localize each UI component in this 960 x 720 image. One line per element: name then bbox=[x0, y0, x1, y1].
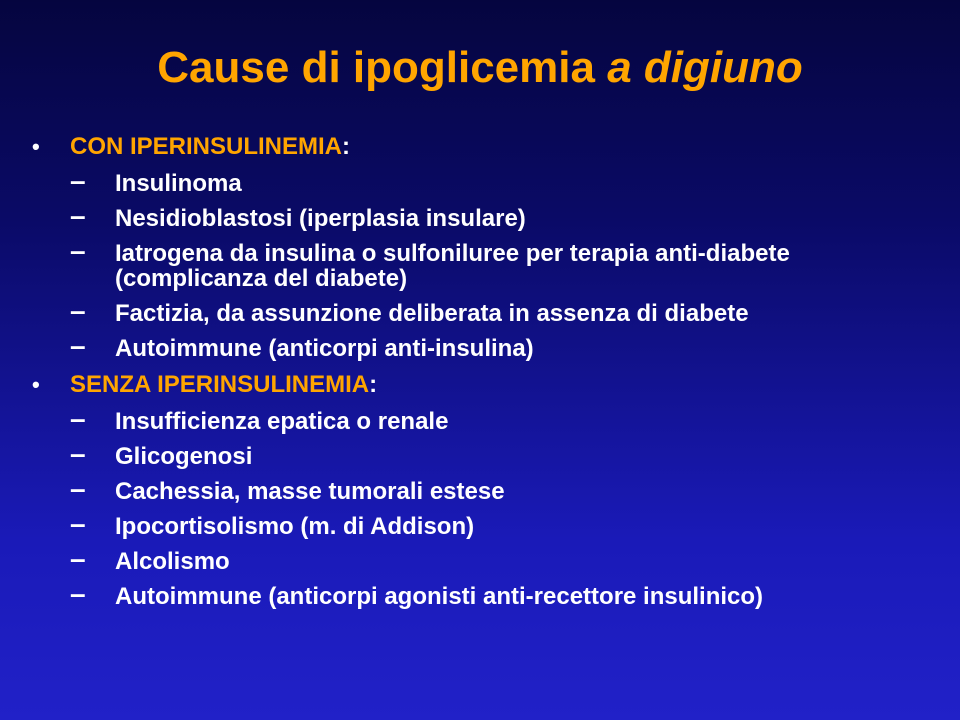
dash-icon: – bbox=[70, 330, 86, 361]
section-heading bbox=[32, 366, 922, 404]
list-item bbox=[32, 579, 922, 614]
list-item-text: Iatrogena da insulina o sulfoniluree per terapia anti-diabete (complicanza del diabete) bbox=[115, 240, 790, 292]
dash-icon: – bbox=[70, 543, 86, 574]
list-item-text: Ipocortisolismo (m. di Addison) bbox=[115, 513, 475, 540]
section-heading bbox=[32, 128, 922, 166]
list-item-text: Cachessia, masse tumorali estese bbox=[115, 478, 505, 505]
bullet-icon: • bbox=[32, 134, 40, 159]
section-heading-text bbox=[70, 128, 350, 166]
slide-title-italic: a digiuno bbox=[607, 43, 803, 92]
bullet-icon: • bbox=[32, 372, 40, 397]
section-heading-text bbox=[70, 366, 377, 404]
list-item-text: Factizia, da assunzione deliberata in assenza di diabete bbox=[115, 300, 749, 327]
list-item bbox=[32, 474, 922, 509]
dash-icon: – bbox=[70, 473, 86, 504]
slide-content bbox=[32, 128, 922, 614]
list-item-text: Autoimmune (anticorpi agonisti anti-recettore insulinico) bbox=[115, 583, 764, 610]
list-item-text: Nesidioblastosi (iperplasia insulare) bbox=[115, 205, 526, 232]
dash-icon: – bbox=[70, 295, 86, 326]
list-item bbox=[32, 236, 922, 296]
list-item-text: Insulinoma bbox=[115, 170, 242, 197]
dash-icon: – bbox=[70, 200, 86, 231]
section-heading-label: CON IPERINSULINEMIA bbox=[70, 133, 343, 160]
section-heading-label: SENZA IPERINSULINEMIA bbox=[70, 371, 370, 398]
section-senza-iperinsulinemia bbox=[32, 366, 922, 614]
list-item bbox=[32, 166, 922, 201]
list-item-text: Alcolismo bbox=[115, 548, 230, 575]
list-item bbox=[32, 331, 922, 366]
dash-icon: – bbox=[70, 508, 86, 539]
list-item-text: Insufficienza epatica o renale bbox=[115, 408, 449, 435]
slide-title bbox=[0, 38, 960, 98]
list-item bbox=[32, 404, 922, 439]
list-item-text: Glicogenosi bbox=[115, 443, 253, 470]
list-item-text: Autoimmune (anticorpi anti-insulina) bbox=[115, 335, 534, 362]
list-item bbox=[32, 201, 922, 236]
dash-icon: – bbox=[70, 403, 86, 434]
list-item bbox=[32, 439, 922, 474]
list-item bbox=[32, 296, 922, 331]
heading-colon: : bbox=[342, 133, 351, 160]
dash-icon: – bbox=[70, 578, 86, 609]
dash-icon: – bbox=[70, 438, 86, 469]
list-item bbox=[32, 509, 922, 544]
heading-colon: : bbox=[369, 371, 378, 398]
slide-title-main: Cause di ipoglicemia bbox=[157, 43, 608, 92]
list-item bbox=[32, 544, 922, 579]
section-con-iperinsulinemia bbox=[32, 128, 922, 366]
dash-icon: – bbox=[70, 165, 86, 196]
dash-icon: – bbox=[70, 235, 86, 266]
